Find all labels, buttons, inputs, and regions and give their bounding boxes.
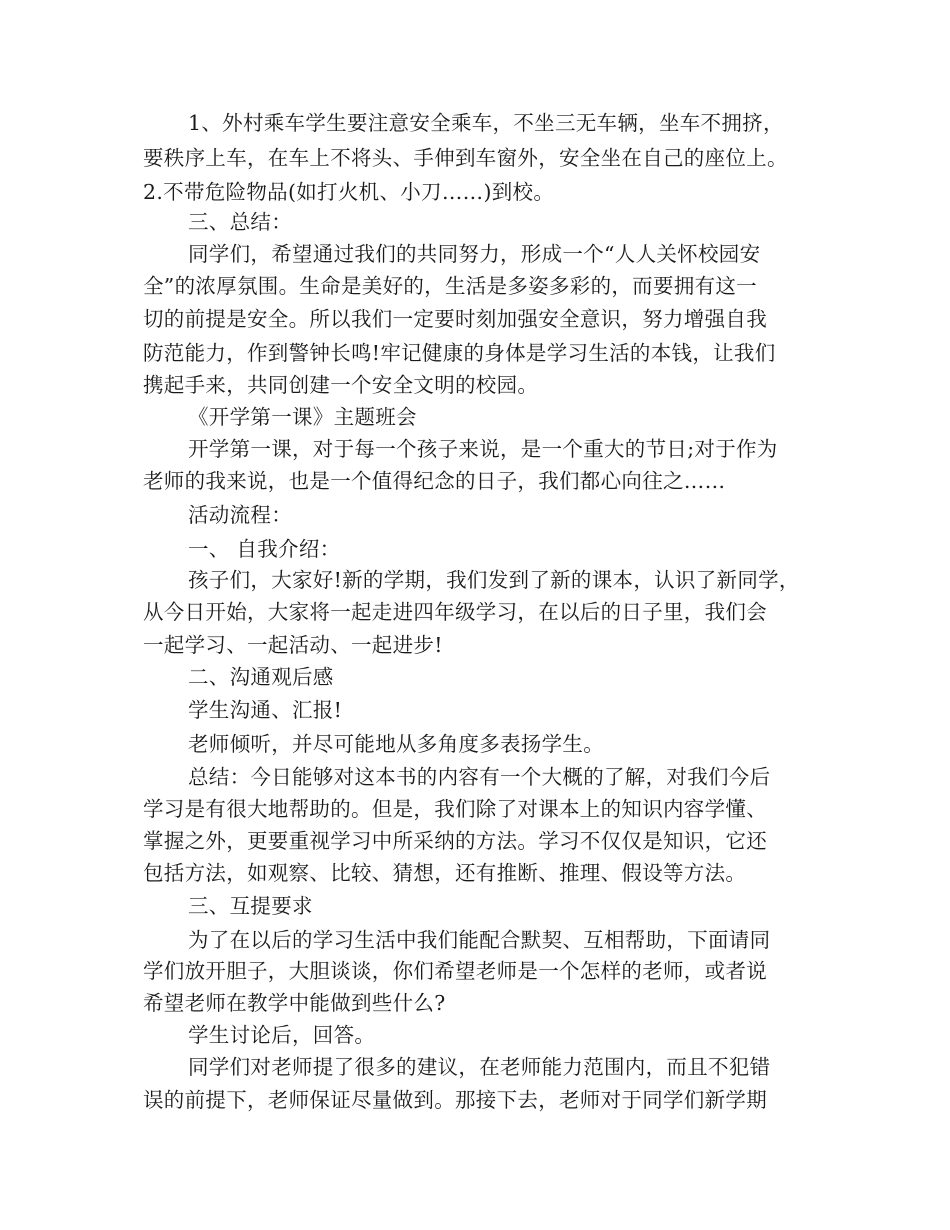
text-line: 希望老师在教学中能做到些什么? bbox=[143, 991, 446, 1015]
text-line: 三、互提要求 bbox=[188, 894, 313, 918]
text-line: 1、外村乘车学生要注意安全乘车，不坐三无车辆，坐车不拥挤， bbox=[188, 111, 784, 135]
text-line: 要秩序上车，在车上不将头、手伸到车窗外，安全坐在自己的座位上。 bbox=[143, 146, 788, 170]
text-line: 一起学习、一起活动、一起进步! bbox=[143, 633, 443, 657]
text-line: 全”的浓厚氛围。生命是美好的，生活是多姿多彩的，而要拥有这一 bbox=[143, 274, 757, 298]
text-line: 老师的我来说，也是一个值得纪念的日子，我们都心向往之…… bbox=[143, 469, 726, 493]
text-line: 同学们，希望通过我们的共同努力，形成一个“人人关怀校园安 bbox=[188, 242, 761, 266]
text-line: 携起手来，共同创建一个安全文明的校园。 bbox=[143, 373, 539, 397]
text-line: 掌握之外，更要重视学习中所采纳的方法。学习不仅仅是知识，它还 bbox=[143, 829, 767, 853]
text-line: 三、总结： bbox=[188, 210, 292, 234]
text-line: 孩子们，大家好!新的学期，我们发到了新的课本，认识了新同学， bbox=[188, 568, 800, 592]
text-line: 学们放开胆子，大胆谈谈，你们希望老师是一个怎样的老师，或者说 bbox=[143, 959, 767, 983]
text-line: 老师倾听，并尽可能地从多角度多表扬学生。 bbox=[188, 732, 604, 756]
text-line: 学生讨论后，回答。 bbox=[188, 1023, 376, 1047]
section-title: 《开学第一课》主题班会 bbox=[188, 405, 417, 429]
text-line: 一、 自我介绍： bbox=[188, 537, 341, 561]
text-line: 开学第一课，对于每一个孩子来说，是一个重大的节日;对于作为 bbox=[188, 437, 778, 461]
text-line: 误的前提下，老师保证尽量做到。那接下去，老师对于同学们新学期 bbox=[143, 1088, 767, 1112]
text-line: 总结：今日能够对这本书的内容有一个大概的了解，对我们今后 bbox=[188, 765, 771, 789]
text-line: 2.不带危险物品(如打火机、小刀……)到校。 bbox=[143, 180, 555, 204]
text-line: 为了在以后的学习生活中我们能配合默契、互相帮助，下面请同 bbox=[188, 928, 771, 952]
text-line: 二、沟通观后感 bbox=[188, 665, 334, 689]
text-line: 同学们对老师提了很多的建议，在老师能力范围内，而且不犯错 bbox=[188, 1055, 771, 1079]
text-line: 切的前提是安全。所以我们一定要时刻加强安全意识，努力增强自我 bbox=[143, 307, 767, 331]
text-line: 包括方法，如观察、比较、猜想，还有推断、推理、假设等方法。 bbox=[143, 861, 747, 885]
text-line: 活动流程： bbox=[188, 503, 292, 527]
text-line: 从今日开始，大家将一起走进四年级学习，在以后的日子里，我们会 bbox=[143, 600, 767, 624]
text-line: 防范能力，作到警钟长鸣!牢记健康的身体是学习生活的本钱，让我们 bbox=[143, 341, 776, 365]
text-line: 学生沟通、汇报! bbox=[188, 698, 343, 722]
text-line: 学习是有很大地帮助的。但是，我们除了对课本上的知识内容学懂、 bbox=[143, 797, 767, 821]
